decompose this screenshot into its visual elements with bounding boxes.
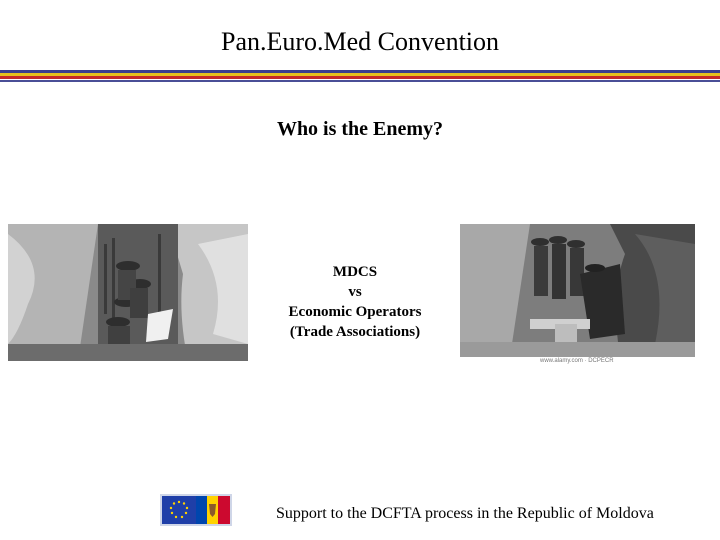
center-line: MDCS <box>332 264 378 280</box>
eu-moldova-flags-logo <box>160 494 232 526</box>
trench-soldiers-photo <box>8 224 248 361</box>
header-stripes <box>0 70 720 84</box>
photo-credit: www.alamy.com · DCPECR <box>540 358 614 364</box>
center-line: (Trade Associations) <box>289 324 421 340</box>
slide-title: Pan.Euro.Med Convention <box>220 27 500 56</box>
center-line: Economic Operators <box>288 304 422 320</box>
center-text-block <box>250 262 460 342</box>
slide-heading: Who is the Enemy? <box>276 118 444 140</box>
trench-cooking-photo <box>460 224 695 357</box>
footer-text: Support to the DCFTA process in the Republic of Moldova <box>276 505 654 522</box>
center-line: vs <box>348 284 362 300</box>
